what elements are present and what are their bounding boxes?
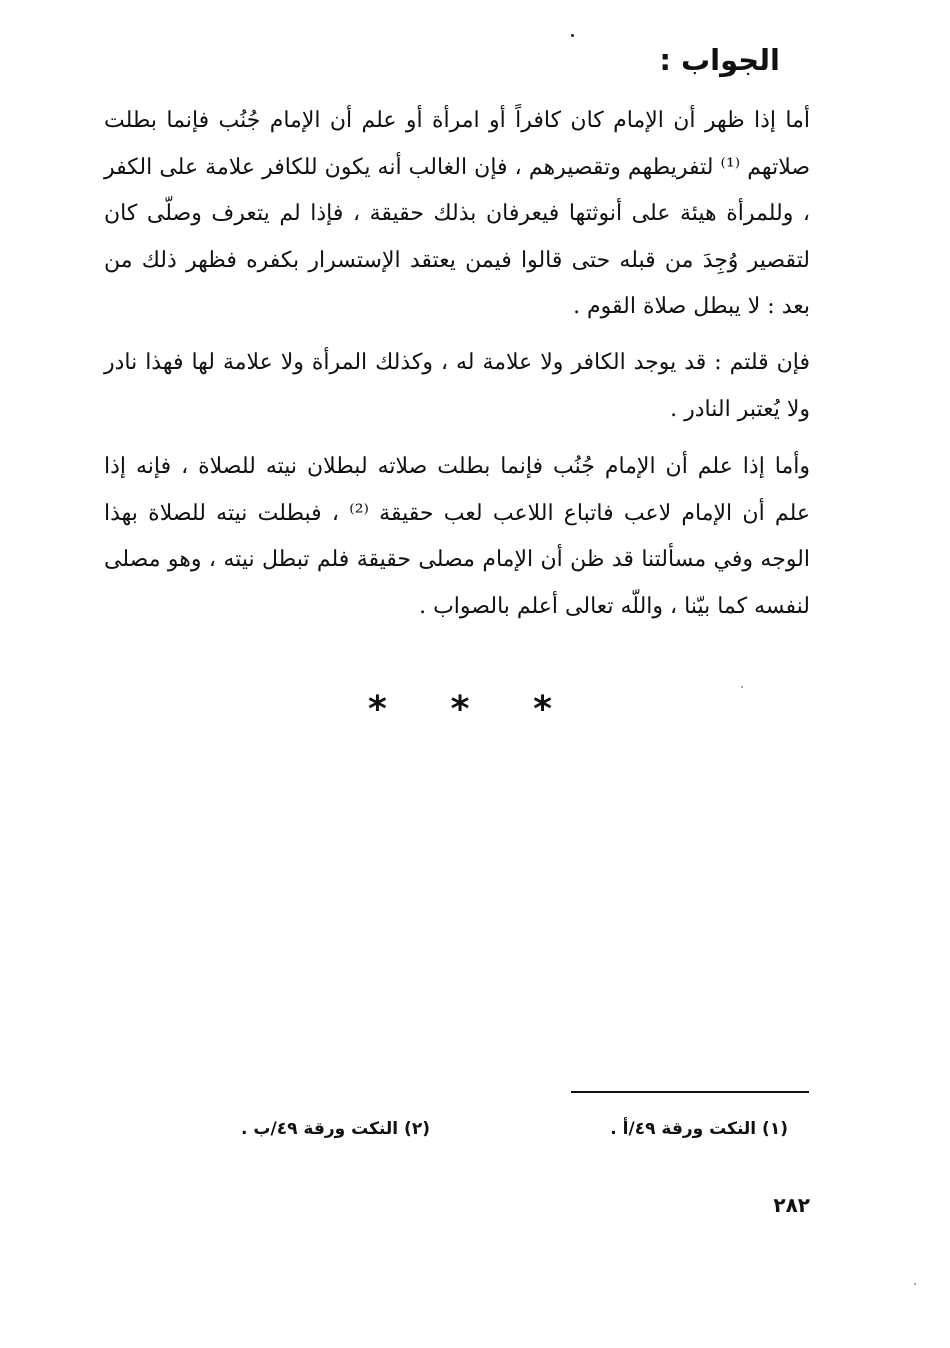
page-number: ٢٨٢ <box>773 1193 810 1217</box>
scan-speck <box>741 686 743 688</box>
separator-asterisk: * <box>450 689 470 730</box>
separator-asterisk: * <box>533 689 552 730</box>
section-separator <box>368 690 552 730</box>
footnote-1: (١) النكت ورقة ٤٩/أ . <box>610 1119 788 1139</box>
paragraph-1: أما إذا ظهر أن الإمام كان كافراً أو امرأة أو علم أن الإمام جُنُب فإنما بطلت صلاتهم ⁽¹⁾ لتفريطهم وتقصيرهم ، فإن الغالب أنه يكون للكافر علامة على الكفر ، وللمرأة هيئة على أنوثتها فيعرفان بذلك حقيقة ، فإذا لم يتعرف وصلّى كان لتقصير وُجِدَ من قبله حتى قالوا فيمن يعتقد الإستسرار بكفره فظهر ذلك من بعد : لا يبطل صلاة القوم . <box>104 108 811 319</box>
scan-speck <box>571 34 574 37</box>
paragraph-3: وأما إذا علم أن الإمام جُنُب فإنما بطلت صلاته لبطلان نيته للصلاة ، فإنه إذا علم أن الإمام لاعب فاتباع اللاعب لعب حقيقة ⁽²⁾ ، فبطلت نيته للصلاة بهذا الوجه وفي مسألتنا قد ظن أن الإمام مصلى حقيقة فلم تبطل نيته ، وهو مصلى لنفسه كما بيّنا ، واللّه تعالى أعلم بالصواب . <box>104 454 810 619</box>
scan-speck <box>914 1283 916 1285</box>
answer-heading: الجواب : <box>659 43 780 77</box>
paragraph-2: فإن قلتم : قد يوجد الكافر ولا علامة له ، وكذلك المرأة ولا علامة لها فهذا نادر ولا يُعتبر النادر . <box>104 350 810 422</box>
separator-asterisk: * <box>368 689 387 730</box>
footnote-divider <box>571 1091 809 1093</box>
footnote-2: (٢) النكت ورقة ٤٩/ب . <box>241 1119 430 1139</box>
